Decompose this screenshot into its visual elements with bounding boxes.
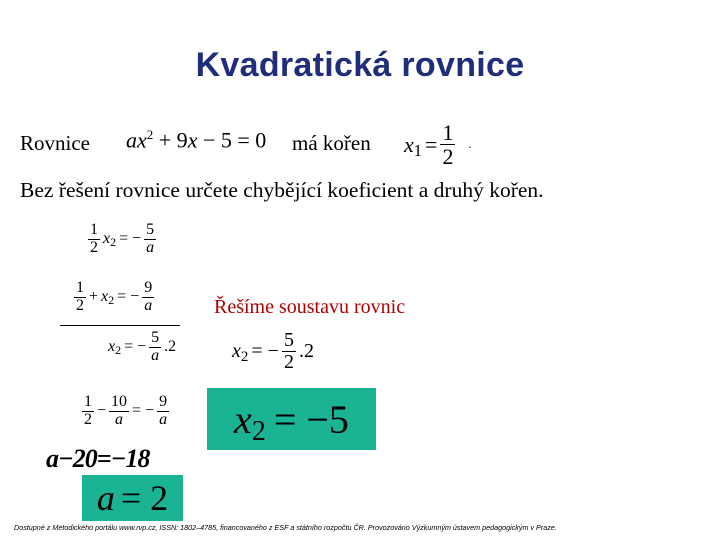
equation-6: a−20=−18 bbox=[46, 444, 150, 473]
result-x2-value: = −5 bbox=[273, 396, 349, 442]
eq-x: x bbox=[187, 127, 198, 153]
eq-coef-a: a bbox=[126, 127, 137, 153]
equation-5: $\frac{1}{2}$ − $\frac{10}{a}$ = − $\frac{9}{a}$ bbox=[84, 393, 168, 428]
task-text: Bez řešení rovnice určete chybějící koeficient a druhý kořen. bbox=[20, 178, 544, 202]
page-title: Kvadratická rovnice bbox=[195, 46, 525, 84]
equation-2: $\frac{1}{2}$ + x2 = − $\frac{9}{a}$ bbox=[76, 279, 153, 314]
root-dot: . bbox=[468, 137, 472, 152]
result-x2-var: x2 bbox=[234, 396, 266, 447]
result-a-var: a bbox=[96, 478, 115, 518]
footer-note: Dostupné z Metodického portálu www.rvp.cz, ISSN: 1802–4785, financovaného z ESF a státního rozpočtu ČR. Provozováno Výzkumným ústavem pedagogickým v Praze. bbox=[14, 523, 557, 532]
result-a-box bbox=[82, 475, 183, 521]
eq-exponent: 2 bbox=[146, 127, 154, 142]
given-equation: $ax^2 + 9x - 5 = 0$ bbox=[126, 127, 267, 153]
result-a-value: = 2 bbox=[120, 478, 169, 518]
given-root bbox=[404, 121, 471, 168]
eq-rest2: − 5 = 0 bbox=[197, 127, 267, 153]
label-rovnice: Rovnice bbox=[20, 131, 90, 155]
equation-1: $\frac{1}{2}$ x2 = − $\frac{5}{a}$ bbox=[90, 221, 155, 256]
result-x2-box bbox=[207, 388, 376, 450]
eq-rest1: + 9 bbox=[153, 127, 188, 153]
equation-4: x2 = − $\frac{5}{2}$ .2 bbox=[232, 329, 314, 373]
subtraction-line bbox=[60, 325, 180, 326]
root-var: x1 bbox=[404, 131, 423, 160]
label-ma-koren: má kořen bbox=[292, 131, 371, 155]
solve-note: Řešíme soustavu rovnic bbox=[214, 296, 406, 318]
root-eq: = bbox=[425, 131, 438, 157]
root-fraction: $\frac{1}{2}$ bbox=[442, 120, 454, 170]
equation-3: x2 = − $\frac{5}{a}$ .2 bbox=[108, 329, 177, 364]
